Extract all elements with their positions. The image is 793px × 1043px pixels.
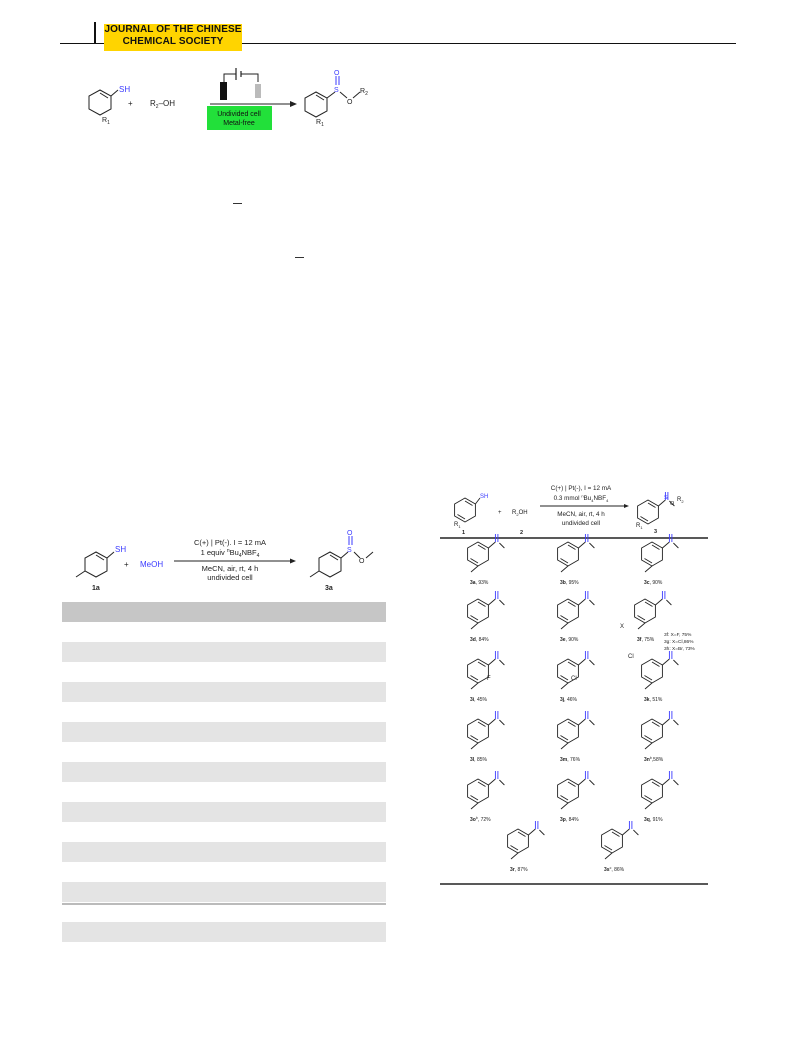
product-ring-3q xyxy=(642,779,663,803)
product-label-3n: $3n^b,58\%$ xyxy=(644,756,664,763)
electrolysis-cell-icon xyxy=(220,68,261,100)
model-condition-4: undivided cell xyxy=(207,573,253,582)
product-methyl-3j xyxy=(561,683,568,689)
product-ring-3c xyxy=(642,542,663,566)
product-sulfinyl-3k xyxy=(662,651,678,665)
product-methyl-3a xyxy=(471,566,478,572)
model-plus: + xyxy=(124,560,129,569)
model-condition-3: MeCN, air, rt, 4 h xyxy=(201,564,259,573)
product-sulfinyl-3i xyxy=(488,651,504,665)
alcohol-label: $R_2-OH$ xyxy=(150,99,176,110)
product-ring-3e xyxy=(558,599,579,623)
thiophenol-structure xyxy=(89,90,118,115)
thiol-group-label: SH xyxy=(119,85,131,94)
product-label-3b: 3b, 95% xyxy=(560,580,579,586)
product-methyl-3b xyxy=(561,566,568,572)
3a-sulfur-label: S xyxy=(347,547,352,554)
product-ring-3r xyxy=(508,829,529,853)
table-row xyxy=(62,802,386,822)
scope-r1-label: $R_1$ xyxy=(454,522,461,529)
scope-condition-4: undivided cell xyxy=(561,520,601,527)
3a-label: 3a xyxy=(325,585,333,592)
product-label-3d: 3d, 84% xyxy=(470,637,489,643)
scope-thiol-label: SH xyxy=(480,494,489,500)
scope-arrowhead xyxy=(624,504,629,508)
product-methyl-3n xyxy=(645,743,652,749)
product-sulfinyl-3m xyxy=(578,711,594,725)
product-label-3q: 3q, 91% xyxy=(644,817,663,823)
product-sulfinyl-3j xyxy=(578,651,594,665)
product-ring-3l xyxy=(468,719,489,743)
product-sulfinyl-3f xyxy=(655,591,671,605)
scope-product-r2: $R_2$ xyxy=(677,497,684,504)
product-ring-3a xyxy=(468,542,489,566)
product-sulfinyl-3s xyxy=(622,821,638,835)
product-methyl-3d xyxy=(471,623,478,629)
product-methyl-3p xyxy=(561,803,568,809)
product-label-3f: 3f, 75% xyxy=(637,637,655,643)
product-sulfinyl-3n xyxy=(662,711,678,725)
table-row xyxy=(62,842,386,862)
cell-condition-1: Undivided cell xyxy=(217,111,261,118)
product-ring-3k xyxy=(642,659,663,683)
product-sulfinyl-3b xyxy=(578,534,594,548)
1a-structure xyxy=(76,552,114,577)
product-methyl-3e xyxy=(561,623,568,629)
product-label-3m: 3m, 76% xyxy=(560,757,581,763)
table-row xyxy=(62,922,386,942)
model-arrowhead xyxy=(290,559,296,564)
chloro-ortho-label: Cl xyxy=(571,676,577,682)
product-ring-3m xyxy=(558,719,579,743)
table-row xyxy=(62,682,386,702)
product-ring-3s xyxy=(602,829,623,853)
scope-3-label: 3 xyxy=(654,529,658,535)
table-row xyxy=(62,902,386,922)
product-label-3o: $3o^b$, 72% xyxy=(470,816,491,823)
optimization-table xyxy=(62,602,386,942)
product-label-3j: 3j, 46% xyxy=(560,697,577,703)
product-label-3i: 3i, 45% xyxy=(470,697,487,703)
product-ring-3n xyxy=(642,719,663,743)
table-row xyxy=(62,702,386,722)
table-bottom-rule xyxy=(62,903,386,905)
table-row xyxy=(62,882,386,902)
product-sulfinyl-3q xyxy=(662,771,678,785)
model-reaction-scheme xyxy=(62,530,392,598)
table-row xyxy=(62,722,386,742)
product-sulfinyl-3r xyxy=(528,821,544,835)
model-condition-2: 1 equiv $^nBu_4NBF_4$ xyxy=(200,548,260,559)
product-sulfinyl-3o xyxy=(488,771,504,785)
product-ring-3d xyxy=(468,599,489,623)
graphical-abstract-scheme xyxy=(60,60,390,150)
product-label-3k: 3k, 51% xyxy=(644,697,663,703)
product-methyl-3i xyxy=(471,683,478,689)
product-sulfinyl-3p xyxy=(578,771,594,785)
scope-plus: + xyxy=(498,510,502,516)
product-methyl-3s xyxy=(605,853,612,859)
1a-thiol-label: SH xyxy=(115,545,127,554)
product-label-3p: 3p, 84% xyxy=(560,817,579,823)
product-ring-3f xyxy=(635,599,656,623)
text-artifact-1 xyxy=(233,203,242,204)
journal-logo xyxy=(104,24,242,51)
product-label-3s: $3s^c$, 86% xyxy=(604,866,625,873)
plus-sign: + xyxy=(128,99,133,108)
product-methyl-3l xyxy=(471,743,478,749)
scope-alcohol-label: $R_2OH$ xyxy=(512,510,528,517)
scope-product-r1: $R_1$ xyxy=(636,523,643,530)
product-methyl-3c xyxy=(645,566,652,572)
table-row xyxy=(62,782,386,802)
text-artifact-2 xyxy=(295,257,304,258)
scope-product-s: S xyxy=(664,495,668,501)
model-condition-1: C(+) | Pt(-). I = 12 mA xyxy=(194,538,266,547)
product-ring-3o xyxy=(468,779,489,803)
product-label-3c: 3c, 90% xyxy=(644,580,663,586)
product-sulfinyl-3c xyxy=(662,534,678,548)
product-ester-o-label: O xyxy=(347,99,353,106)
cell-condition-2: Metal-free xyxy=(223,120,255,127)
product-r1-label: $R_1$ xyxy=(316,119,324,128)
reaction-arrowhead xyxy=(290,101,297,107)
table-row xyxy=(62,762,386,782)
journal-title-line1: JOURNAL OF THE CHINESE xyxy=(104,24,242,35)
substrate-scope-scheme xyxy=(440,478,710,888)
product-methyl-3k xyxy=(645,683,652,689)
chloro-meta-label: Cl xyxy=(628,654,634,660)
product-grid xyxy=(468,534,679,873)
methanol-label: MeOH xyxy=(140,560,164,569)
product-methyl-3m xyxy=(561,743,568,749)
product-sulfinyl-3a xyxy=(488,534,504,548)
product-sulfinyl-3e xyxy=(578,591,594,605)
product-sulfinyl-3l xyxy=(488,711,504,725)
table-row xyxy=(62,822,386,842)
product-methyl-3o xyxy=(471,803,478,809)
3a-oxo-label: O xyxy=(347,530,353,537)
halogen-series-1: 3f: X=F, 75% xyxy=(664,633,692,638)
table-row xyxy=(62,662,386,682)
table-row xyxy=(62,742,386,762)
product-ring-3i xyxy=(468,659,489,683)
scope-condition-2: 0.3 mmol $^nBu_4NBF_4$ xyxy=(553,493,609,503)
scope-1-label: 1 xyxy=(462,530,466,536)
product-methyl-3q xyxy=(645,803,652,809)
product-ring-3p xyxy=(558,779,579,803)
scope-product-o: O xyxy=(670,501,675,507)
journal-title-line2: CHEMICAL SOCIETY xyxy=(122,36,224,47)
scope-2-label: 2 xyxy=(520,530,524,536)
halogen-series-3: 3h: X=Br, 73% xyxy=(664,647,695,652)
product-r2-label: $R_2$ xyxy=(360,88,368,97)
table-row xyxy=(62,862,386,882)
scope-condition-1: C(+) | Pt(-), I = 12 mA xyxy=(550,485,612,492)
halogen-series-2: 3g: X=Cl,86% xyxy=(664,640,694,645)
product-ring-3b xyxy=(558,542,579,566)
product-methyl-3r xyxy=(511,853,518,859)
fluoro-label: F xyxy=(487,676,491,682)
product-label-3a: 3a, 93% xyxy=(470,580,489,586)
general-scheme xyxy=(454,485,684,536)
3a-ester-o-label: O xyxy=(359,558,365,565)
scope-condition-3: MeCN, air, rt, 4 h xyxy=(557,511,605,518)
header-bar xyxy=(94,22,96,44)
product-oxo-label: O xyxy=(334,70,340,77)
product-label-3r: 3r, 87% xyxy=(510,867,528,873)
halogen-x-label: X xyxy=(620,624,625,630)
r1-label: $R_1$ xyxy=(102,117,110,126)
1a-label: 1a xyxy=(92,585,100,592)
product-methyl-3f xyxy=(638,623,645,629)
table-header-row xyxy=(62,602,386,622)
product-sulfinyl-3d xyxy=(488,591,504,605)
table-row xyxy=(62,642,386,662)
product-label-3e: 3e, 90% xyxy=(560,637,579,643)
table-row xyxy=(62,622,386,642)
product-sulfur-label: S xyxy=(334,87,339,94)
product-label-3l: 3l, 85% xyxy=(470,757,487,763)
